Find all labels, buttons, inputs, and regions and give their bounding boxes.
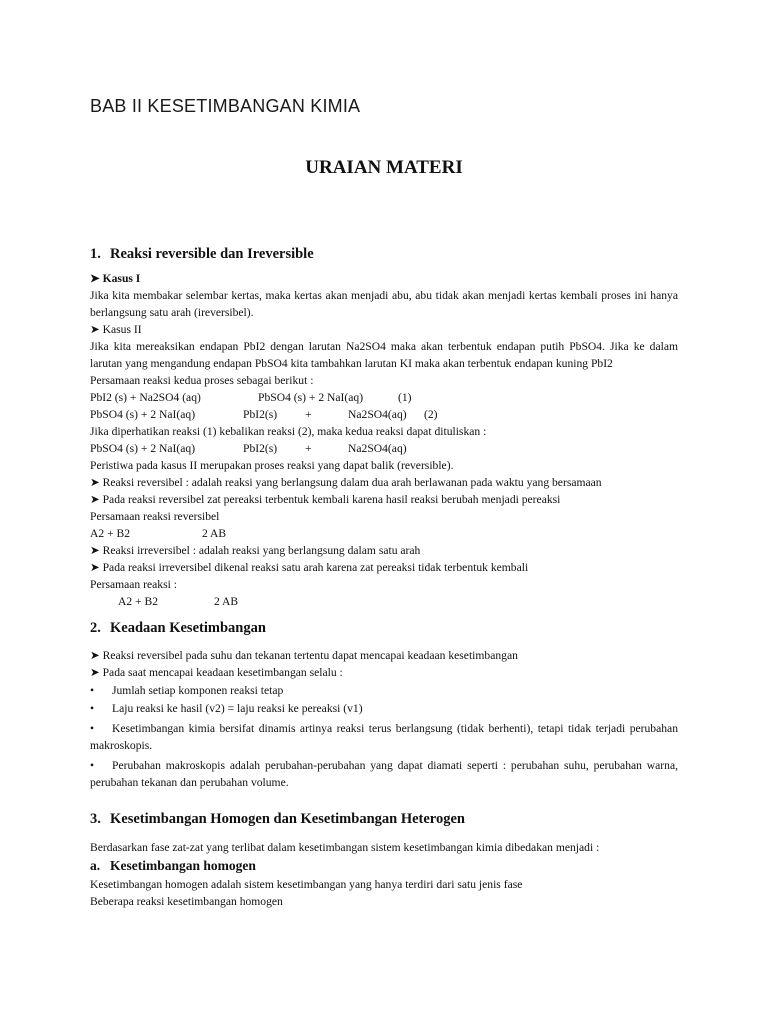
keadaan-bullet-2: ➤ Pada saat mencapai keadaan kesetimbangan selalu : bbox=[90, 666, 343, 679]
equation-left: PbSO4 (s) + 2 NaI(aq) bbox=[90, 408, 196, 421]
kasus-1-text: Jika kita membakar selembar kertas, maka kertas akan menjadi abu, abu tidak akan menjadi kertas kembali proses ini hanya berlangsung satu arah (ireversibel). bbox=[90, 289, 678, 319]
bullet-dot: • bbox=[90, 702, 95, 715]
dot-item-3 bbox=[90, 720, 678, 754]
keadaan-bullet-1: ➤ Reaksi reversibel pada suhu dan tekanan tertentu dapat mencapai keadaan kesetimbangan bbox=[90, 649, 518, 662]
equation-1 bbox=[90, 389, 678, 406]
chapter-title: BAB II KESETIMBANGAN KIMIA bbox=[90, 96, 361, 116]
equation-tag: (1) bbox=[398, 391, 412, 404]
section-number: 2. bbox=[90, 620, 101, 636]
subsection-label: a. bbox=[90, 858, 101, 873]
bullet-irreversibel: ➤ Reaksi irreversibel : adalah reaksi yang berlangsung dalam satu arah bbox=[90, 544, 421, 557]
dot-item-4 bbox=[90, 757, 678, 791]
subsection-heading-a bbox=[90, 856, 678, 876]
equation-left: PbSO4 (s) + 2 NaI(aq) bbox=[90, 442, 196, 455]
equation-left: A2 + B2 bbox=[90, 527, 131, 540]
bullet-pereaksi: ➤ Pada reaksi reversibel zat pereaksi terbentuk kembali karena hasil reaksi berubah menjadi pereaksi bbox=[90, 493, 561, 506]
kasus-2-text: Jika kita mereaksikan endapan PbI2 dengan larutan Na2SO4 maka akan terbentuk endapan putih PbSO4. Jika ke dalam larutan yang mengandung endapan PbSO4 kita tambahkan larutan KI maka akan terbentuk endapan kuning PbI2 bbox=[90, 340, 678, 370]
equation-right: 2 AB bbox=[214, 595, 239, 608]
equation-plus: + bbox=[305, 408, 312, 421]
document-body bbox=[90, 244, 678, 910]
dot-item-2 bbox=[90, 700, 678, 717]
kasus-1-label: ➤ Kasus I bbox=[90, 272, 141, 285]
section-number: 3. bbox=[90, 811, 101, 827]
section-title: Kesetimbangan Homogen dan Kesetimbangan Heterogen bbox=[110, 811, 465, 827]
kasus-2-label: ➤ Kasus II bbox=[90, 323, 142, 336]
section-heading-3 bbox=[90, 809, 678, 829]
persamaan-reversibel: Persamaan reaksi reversibel bbox=[90, 510, 220, 523]
equation-3 bbox=[90, 440, 678, 457]
bullet-dot: • bbox=[90, 684, 95, 697]
peristiwa-text: Peristiwa pada kasus II merupakan proses reaksi yang dapat balik (reversible). bbox=[90, 459, 454, 472]
dot-item-text: Perubahan makroskopis adalah perubahan-perubahan yang dapat diamati seperti : perubahan suhu, perubahan warna, perubahan tekanan dan perubahan volume. bbox=[90, 759, 678, 789]
equation-right: Na2SO4(aq) bbox=[348, 442, 407, 455]
section-number: 1. bbox=[90, 246, 101, 262]
persamaan-intro: Persamaan reaksi kedua proses sebagai berikut : bbox=[90, 374, 314, 387]
bullet-irreversibel-2: ➤ Pada reaksi irreversibel dikenal reaksi satu arah karena zat pereaksi tidak terbentuk kembali bbox=[90, 561, 529, 574]
section-title: Keadaan Kesetimbangan bbox=[110, 620, 266, 636]
bullet-reversibel: ➤ Reaksi reversibel : adalah reaksi yang berlangsung dalam dua arah berlawanan pada waktu yang bersamaan bbox=[90, 476, 602, 489]
equation-mid: PbI2(s) bbox=[243, 442, 278, 455]
bullet-dot: • bbox=[90, 722, 95, 735]
equation-right: Na2SO4(aq) bbox=[348, 408, 407, 421]
page-title: URAIAN MATERI bbox=[305, 157, 463, 178]
dot-item-text: Jumlah setiap komponen reaksi tetap bbox=[112, 684, 284, 697]
dot-item-text: Kesetimbangan kimia bersifat dinamis artinya reaksi terus berlangsung (tidak berhenti), tetapi tidak terjadi perubahan makroskopis. bbox=[90, 722, 678, 752]
section-3-intro: Berdasarkan fase zat-zat yang terlibat dalam kesetimbangan sistem kesetimbangan kimia dibedakan menjadi : bbox=[90, 841, 600, 854]
equation-4 bbox=[90, 525, 678, 542]
equation-right: PbSO4 (s) + 2 NaI(aq) bbox=[258, 391, 364, 404]
dot-item-1 bbox=[90, 682, 678, 699]
equation-tag: (2) bbox=[424, 408, 438, 421]
equation-plus: + bbox=[305, 442, 312, 455]
equation-2 bbox=[90, 406, 678, 423]
subsection-a-text-1: Kesetimbangan homogen adalah sistem kesetimbangan yang hanya terdiri dari satu jenis fase bbox=[90, 878, 523, 891]
equation-left: PbI2 (s) + Na2SO4 (aq) bbox=[90, 391, 201, 404]
persamaan-reaksi: Persamaan reaksi : bbox=[90, 578, 177, 591]
section-heading-2 bbox=[90, 618, 678, 638]
bullet-dot: • bbox=[90, 759, 95, 772]
dot-item-text: Laju reaksi ke hasil (v2) = laju reaksi ke pereaksi (v1) bbox=[112, 702, 363, 715]
kebalikan-text: Jika diperhatikan reaksi (1) kebalikan reaksi (2), maka kedua reaksi dapat dituliskan : bbox=[90, 425, 487, 438]
subsection-title: Kesetimbangan homogen bbox=[110, 858, 256, 873]
equation-mid: PbI2(s) bbox=[243, 408, 278, 421]
equation-right: 2 AB bbox=[202, 527, 227, 540]
subsection-a-text-2: Beberapa reaksi kesetimbangan homogen bbox=[90, 895, 283, 908]
equation-left: A2 + B2 bbox=[118, 595, 159, 608]
section-title: Reaksi reversible dan Ireversible bbox=[110, 246, 314, 262]
equation-5 bbox=[90, 593, 678, 610]
section-heading-1 bbox=[90, 244, 678, 264]
